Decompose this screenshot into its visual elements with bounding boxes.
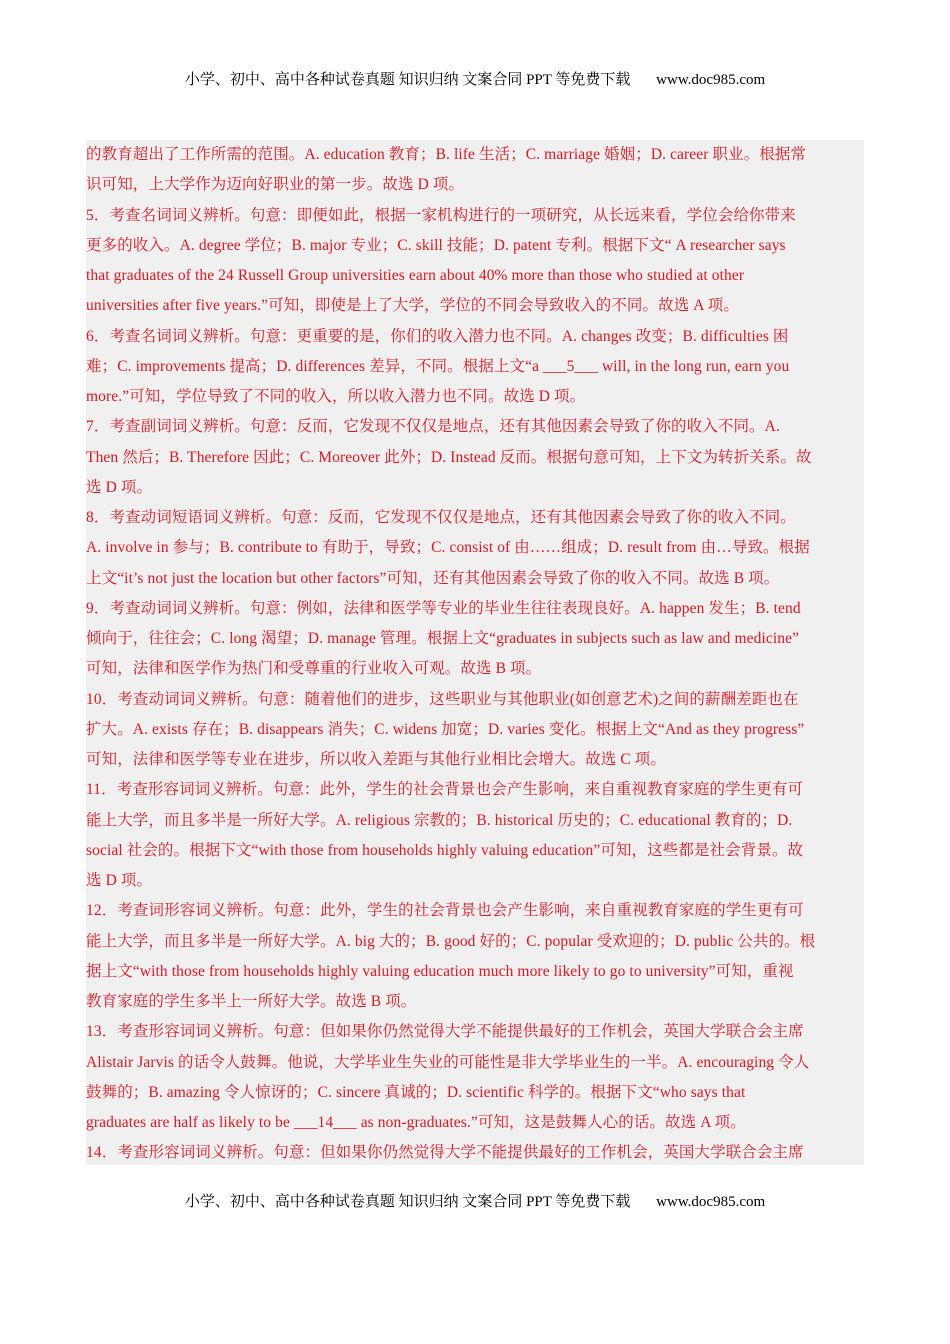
text-line: social 社会的。根据下文“with those from households highly valuing education”可知，这些都是社会背景。故 bbox=[86, 841, 804, 859]
header-url[interactable]: www.doc985.com bbox=[656, 72, 766, 88]
text-line: 8．考查动词短语词义辨析。句意：反而，它发现不仅仅是地点，还有其他因素会导致了你的收入不同。 bbox=[86, 509, 796, 526]
text-line: universities after five years.”可知，即使是上了大学，学位的不同会导致收入的不同。故选 A 项。 bbox=[86, 297, 739, 315]
text-line: 7．考查副词词义辨析。句意：反而，它发现不仅仅是地点，还有其他因素会导致了你的收入不同。A. bbox=[86, 418, 780, 436]
text-line: 9．考查动词词义辨析。句意：例如，法律和医学等专业的毕业生往往表现良好。A. happen 发生；B. tend bbox=[86, 599, 801, 617]
page-footer bbox=[0, 1190, 950, 1211]
page-header bbox=[0, 68, 950, 89]
text-line: that graduates of the 24 Russell Group universities earn about 40% more than those who studied at other bbox=[86, 267, 745, 284]
text-line: 5．考查名词词义辨析。句意：即便如此，根据一家机构进行的一项研究，从长远来看，学位会给你带来 bbox=[86, 206, 796, 224]
text-line: 教育家庭的学生多半上一所好大学。故选 B 项。 bbox=[86, 993, 417, 1010]
header-text: 小学、初中、高中各种试卷真题 知识归纳 文案合同 PPT 等免费下载 bbox=[184, 72, 631, 88]
text-line: A. involve in 参与；B. contribute to 有助于，导致；C. consist of 由……组成；D. result from 由…导致。根据 bbox=[86, 539, 810, 557]
text-line: 倾向于，往往会；C. long 渴望；D. manage 管理。根据上文“graduates in subjects such as law and medicine” bbox=[86, 630, 800, 647]
text-line: 据上文“with those from households highly valuing education much more likely to go to university”可知，重视 bbox=[86, 962, 794, 980]
text-line: 14．考查形容词词义辨析。句意：但如果你仍然觉得大学不能提供最好的工作机会，英国大学联合会主席 bbox=[86, 1144, 804, 1162]
text-line: more.”可知，学位导致了不同的收入，所以收入潜力也不同。故选 D 项。 bbox=[86, 388, 586, 405]
text-line: 可知，法律和医学作为热门和受尊重的行业收入可观。故选 B 项。 bbox=[86, 660, 542, 678]
footer-text: 小学、初中、高中各种试卷真题 知识归纳 文案合同 PPT 等免费下载 bbox=[184, 1194, 631, 1210]
text-line: graduates are half as likely to be ___14___ as non-graduates.”可知，这是鼓舞人心的话。故选 A 项。 bbox=[86, 1114, 746, 1131]
text-line: 能上大学，而且多半是一所好大学。A. big 大的；B. good 好的；C. popular 受欢迎的；D. public 公共的。根 bbox=[86, 932, 816, 950]
text-line: 12．考查词形容词义辨析。句意：此外，学生的社会背景也会产生影响，来自重视教育家庭的学生更有可 bbox=[86, 902, 804, 920]
text-line: 扩大。A. exists 存在；B. disappears 消失；C. widens 加宽；D. varies 变化。根据上文“And as they progress” bbox=[86, 720, 805, 738]
text-line: 选 D 项。 bbox=[86, 872, 153, 889]
text-line: 选 D 项。 bbox=[86, 478, 153, 496]
text-line: 的教育超出了工作所需的范围。A. education 教育；B. life 生活；C. marriage 婚姻；D. career 职业。根据常 bbox=[86, 146, 807, 163]
text-line: 10．考查动词词义辨析。句意：随着他们的进步，这些职业与其他职业(如创意艺术)之间的薪酬差距也在 bbox=[86, 690, 799, 708]
text-line: 难；C. improvements 提高；D. differences 差异，不同。根据上文“a ___5___ will, in the long run, earn you bbox=[86, 357, 790, 375]
text-line: 能上大学，而且多半是一所好大学。A. religious 宗教的；B. historical 历史的；C. educational 教育的；D. bbox=[86, 811, 793, 829]
text-line: Alistair Jarvis 的话令人鼓舞。他说，大学毕业生失业的可能性是非大学毕业生的一半。A. encouraging 令人 bbox=[86, 1053, 810, 1071]
text-line: 更多的收入。A. degree 学位；B. major 专业；C. skill 技能；D. patent 专利。根据下文“ A researcher says bbox=[86, 236, 786, 254]
text-line: Then 然后；B. Therefore 因此；C. Moreover 此外；D. Instead 反而。根据句意可知，上下文为转折关系。故 bbox=[86, 448, 812, 466]
text-line: 识可知，上大学作为迈向好职业的第一步。故选 D 项。 bbox=[86, 176, 465, 194]
answer-explanations bbox=[86, 140, 864, 1165]
text-line: 11．考查形容词词义辨析。句意：此外，学生的社会背景也会产生影响，来自重视教育家庭的学生更有可 bbox=[86, 781, 804, 799]
text-line: 鼓舞的；B. amazing 令人惊讶的；C. sincere 真诚的；D. scientific 科学的。根据下文“who says that bbox=[86, 1083, 746, 1101]
text-line: 可知，法律和医学等专业在进步，所以收入差距与其他行业相比会增大。故选 C 项。 bbox=[86, 751, 666, 768]
text-line: 13．考查形容词词义辨析。句意：但如果你仍然觉得大学不能提供最好的工作机会，英国大学联合会主席 bbox=[86, 1023, 804, 1041]
footer-url[interactable]: www.doc985.com bbox=[656, 1194, 766, 1210]
text-line: 上文“it’s not just the location but other factors”可知，还有其他因素会导致了你的收入不同。故选 B 项。 bbox=[86, 569, 780, 587]
text-line: 6．考查名词词义辨析。句意：更重要的是，你们的收入潜力也不同。A. changes 改变；B. difficulties 困 bbox=[86, 327, 789, 345]
